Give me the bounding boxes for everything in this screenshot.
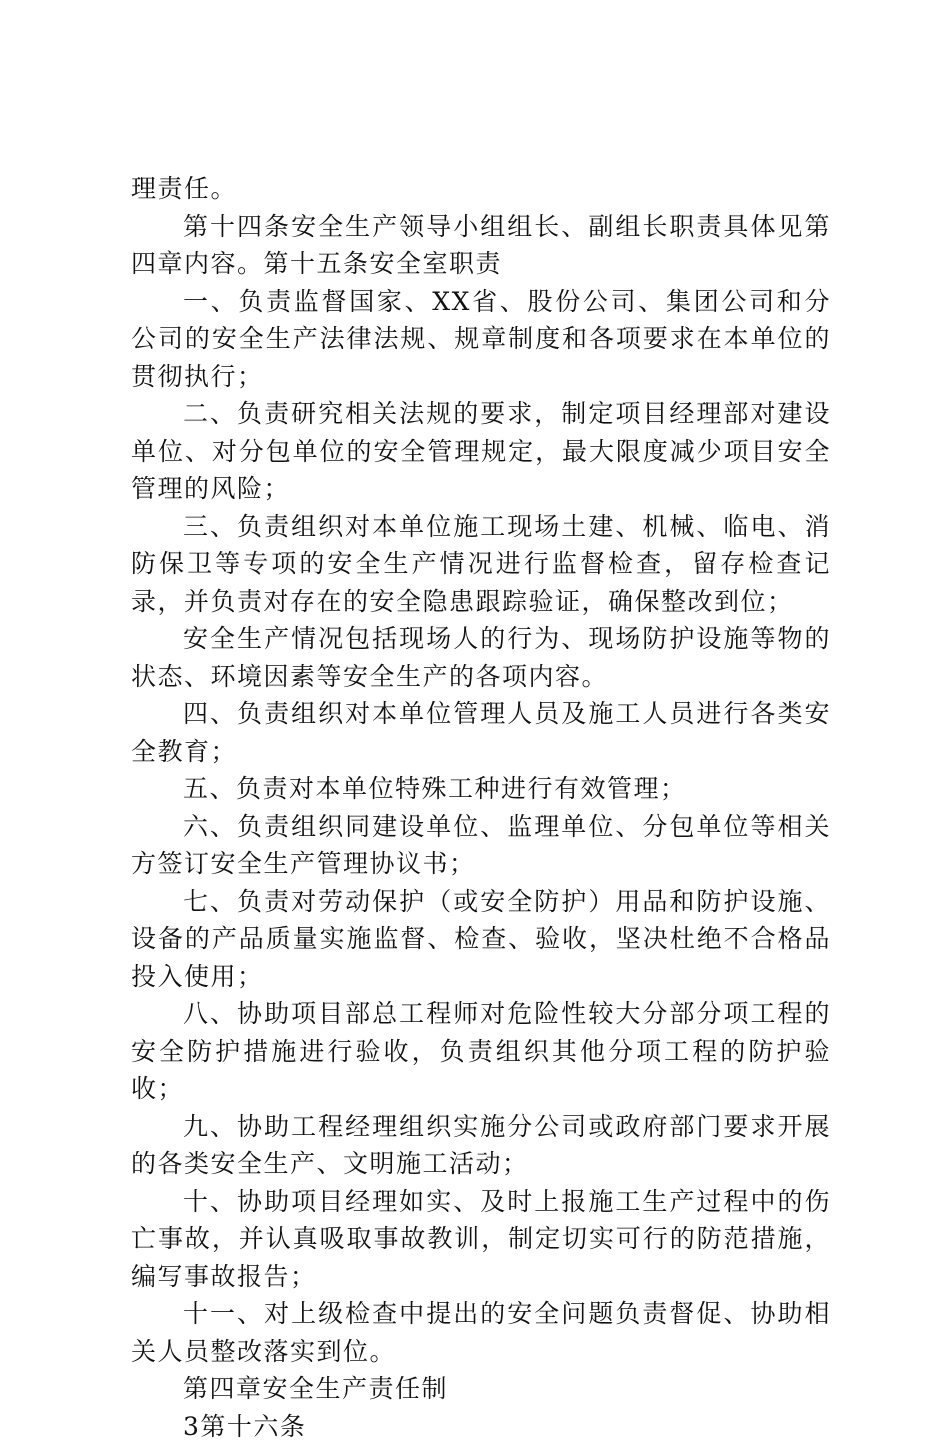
paragraph-continuation: 理责任。 <box>131 170 831 208</box>
paragraph-duty-10: 十、协助项目经理如实、及时上报施工生产过程中的伤亡事故，并认真吸取事故教训，制定切实可行的防范措施，编写事故报告； <box>131 1183 831 1296</box>
paragraph-duty-1: 一、负责监督国家、XX省、股份公司、集团公司和分公司的安全生产法律法规、规章制度和各项要求在本单位的贯彻执行； <box>131 283 831 396</box>
paragraph-duty-3-note: 安全生产情况包括现场人的行为、现场防护设施等物的状态、环境因素等安全生产的各项内容。 <box>131 620 831 695</box>
paragraph-duty-3: 三、负责组织对本单位施工现场土建、机械、临电、消防保卫等专项的安全生产情况进行监督检查，留存检查记录，并负责对存在的安全隐患跟踪验证，确保整改到位； <box>131 508 831 621</box>
document-body <box>131 170 831 1445</box>
paragraph-duty-5: 五、负责对本单位特殊工种进行有效管理； <box>131 770 831 808</box>
paragraph-duty-7: 七、负责对劳动保护（或安全防护）用品和防护设施、设备的产品质量实施监督、检查、验收，坚决杜绝不合格品投入使用； <box>131 883 831 996</box>
paragraph-duty-2: 二、负责研究相关法规的要求，制定项目经理部对建设单位、对分包单位的安全管理规定，最大限度减少项目安全管理的风险； <box>131 395 831 508</box>
article-line: 3第十六条 <box>131 1408 831 1445</box>
paragraph-duty-6: 六、负责组织同建设单位、监理单位、分包单位等相关方签订安全生产管理协议书； <box>131 808 831 883</box>
paragraph-duty-4: 四、负责组织对本单位管理人员及施工人员进行各类安全教育； <box>131 695 831 770</box>
paragraph-duty-8: 八、协助项目部总工程师对危险性较大分部分项工程的安全防护措施进行验收，负责组织其他分项工程的防护验收； <box>131 995 831 1108</box>
chapter-heading: 第四章安全生产责任制 <box>131 1370 831 1408</box>
paragraph-article-14: 第十四条安全生产领导小组组长、副组长职责具体见第四章内容。第十五条安全室职责 <box>131 208 831 283</box>
paragraph-duty-9: 九、协助工程经理组织实施分公司或政府部门要求开展的各类安全生产、文明施工活动； <box>131 1108 831 1183</box>
paragraph-duty-11: 十一、对上级检查中提出的安全问题负责督促、协助相关人员整改落实到位。 <box>131 1295 831 1370</box>
